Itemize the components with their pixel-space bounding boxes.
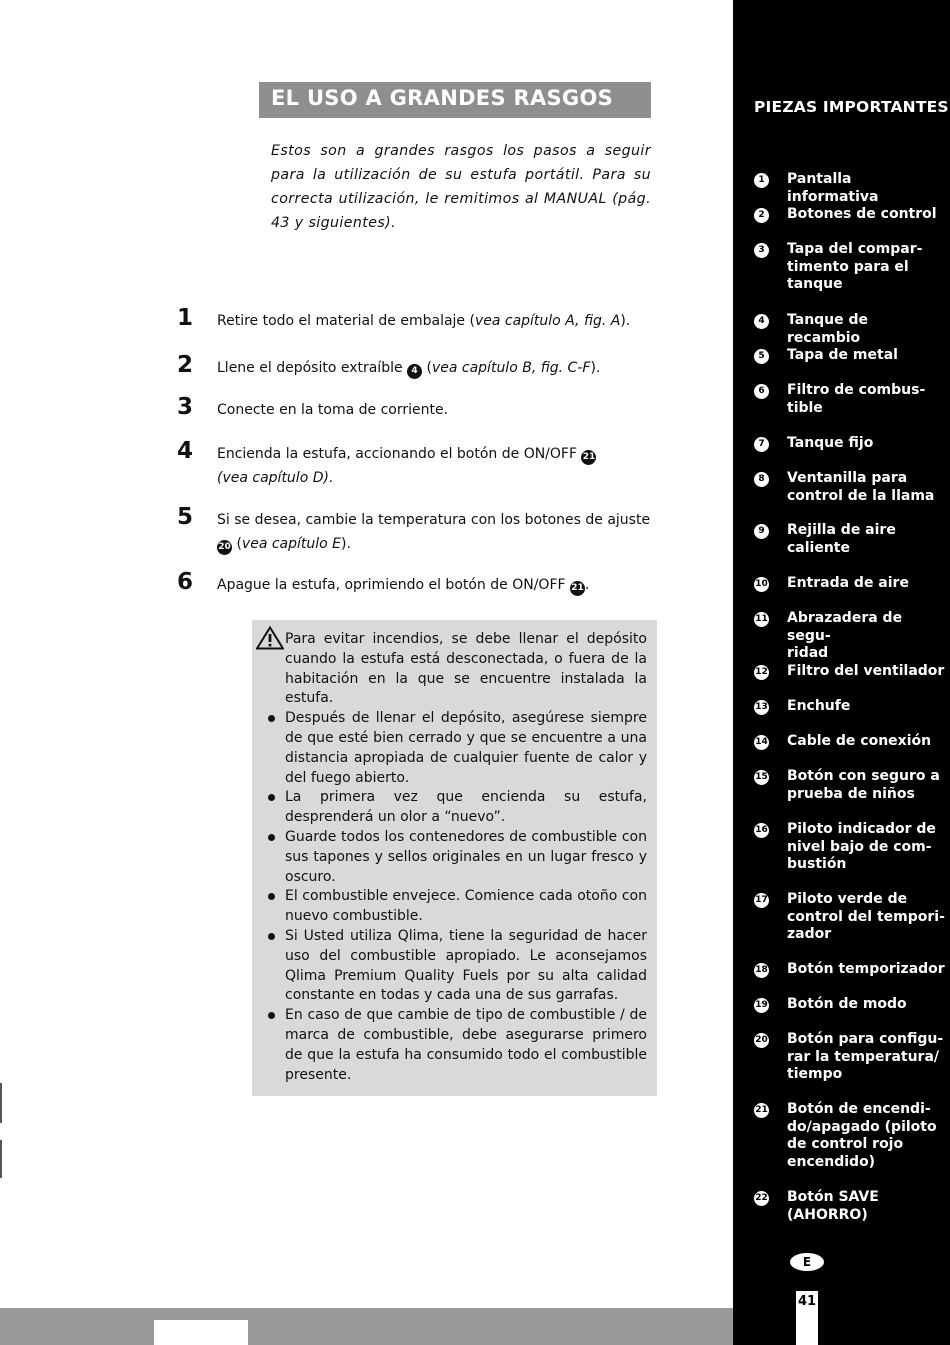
- footer-bar: [0, 1308, 733, 1345]
- part-label: Botón de modo: [787, 996, 907, 1012]
- warning-list: [285, 630, 647, 1085]
- part-number-badge: 1: [754, 173, 769, 188]
- part-number-badge: 12: [754, 665, 769, 680]
- part-number-badge: 10: [754, 577, 769, 592]
- step-number: 4: [177, 438, 194, 464]
- step-text: Si se desea, cambie la temperatura con los botones de ajuste 20 (vea capítulo E).: [217, 508, 657, 556]
- edge-mark: [0, 1083, 2, 1123]
- warning-item: Si Usted utiliza Qlima, tiene la seguridad de hacer uso del combustible apropiado. Le aconsejamos Qlima Premium Quality Fuels por su alta calidad constante en todas y cada una de sus garrafas.: [285, 927, 647, 1006]
- language-badge: E: [790, 1253, 824, 1271]
- part-number-badge: 11: [754, 612, 769, 627]
- part-number-badge: 21: [754, 1103, 769, 1118]
- warning-item: Para evitar incendios, se debe llenar el depósito cuando la estufa está desconectada, o fuera de la habitación en la que se encuentre instalada la estufa.: [285, 631, 647, 707]
- part-number-badge: 17: [754, 893, 769, 908]
- part-label: Botón de encendi- do/apagado (piloto de control rojo encendido): [787, 1101, 937, 1170]
- edge-mark: [0, 1140, 2, 1178]
- part-ref-badge: 21: [570, 581, 585, 596]
- part-label: Botón SAVE (AHORRO): [787, 1189, 879, 1223]
- part-number-badge: 19: [754, 998, 769, 1013]
- part-label: Botón para configu- rar la temperatura/ tiempo: [787, 1031, 944, 1083]
- step-text: Encienda la estufa, accionando el botón de ON/OFF 21 (vea capítulo D).: [217, 446, 596, 486]
- intro-paragraph: Estos son a grandes rasgos los pasos a seguir para la utilización de su estufa portátil. Para su correcta utilización, le remitimos al MANUAL (pág. 43 y siguientes).: [271, 143, 651, 231]
- step-number: 3: [177, 394, 194, 420]
- part-label: Piloto verde de control del tempori- zador: [787, 891, 945, 943]
- step-number: 2: [177, 352, 194, 378]
- warning-item: El combustible envejece. Comience cada otoño con nuevo combustible.: [285, 887, 647, 927]
- part-number-badge: 13: [754, 700, 769, 715]
- part-label: Piloto indicador de nivel bajo de com- bustión: [787, 821, 936, 873]
- part-ref-badge: 21: [581, 450, 596, 465]
- part-label: Cable de conexión: [787, 733, 932, 749]
- part-label: Ventanilla para control de la llama: [787, 470, 935, 504]
- part-label: Filtro de combus- tible: [787, 382, 926, 416]
- safety-warning-box: [252, 620, 657, 1096]
- page-number: 41: [796, 1291, 818, 1345]
- footer-tab: [154, 1320, 248, 1345]
- part-label: Tapa de metal: [787, 347, 898, 363]
- warning-item: En caso de que cambie de tipo de combustible / de marca de combustible, debe asegurarse primero de que la estufa ha consumido todo el combustible presente.: [285, 1006, 647, 1085]
- step-number: 5: [177, 504, 194, 530]
- step-number: 6: [177, 569, 194, 595]
- section-title-bar: [259, 82, 651, 118]
- part-label: Rejilla de aire caliente: [787, 522, 896, 556]
- part-label: Botón con seguro a prueba de niños: [787, 768, 940, 802]
- warning-item: La primera vez que encienda su estufa, desprenderá un olor a “nuevo”.: [285, 788, 647, 828]
- part-label: Botón temporizador: [787, 961, 945, 977]
- section-title: EL USO A GRANDES RASGOS: [271, 86, 614, 110]
- part-number-badge: 9: [754, 524, 769, 539]
- part-number-badge: 7: [754, 437, 769, 452]
- part-number-badge: 8: [754, 472, 769, 487]
- part-label: Filtro del ventilador: [787, 663, 945, 679]
- step-text: Retire todo el material de embalaje (vea capítulo A, fig. A).: [217, 313, 631, 329]
- part-number-badge: 6: [754, 384, 769, 399]
- sidebar-heading: PIEZAS IMPORTANTES: [754, 98, 949, 116]
- part-number-badge: 18: [754, 963, 769, 978]
- part-label: Tanque fijo: [787, 435, 874, 451]
- parts-sidebar: [733, 0, 950, 1345]
- part-number-badge: 4: [754, 314, 769, 329]
- part-ref-badge: 4: [407, 364, 422, 379]
- part-label: Tapa del compar- timento para el tanque: [787, 241, 923, 293]
- part-number-badge: 22: [754, 1191, 769, 1206]
- part-number-badge: 3: [754, 243, 769, 258]
- step-text: Apague la estufa, oprimiendo el botón de ON/OFF 21.: [217, 573, 657, 597]
- warning-item: Después de llenar el depósito, asegúrese siempre de que esté bien cerrado y que se encuentre a una distancia apropiada de cualquier fuente de calor y del fuego abierto.: [285, 709, 647, 788]
- step-number: 1: [177, 305, 194, 331]
- warning-item: Guarde todos los contenedores de combustible con sus tapones y sellos originales en un lugar fresco y oscuro.: [285, 828, 647, 887]
- part-ref-badge: 20: [217, 540, 232, 555]
- part-number-badge: 15: [754, 770, 769, 785]
- part-label: Pantalla informativa: [787, 171, 879, 205]
- part-number-badge: 2: [754, 208, 769, 223]
- warning-triangle-icon: [256, 626, 284, 650]
- part-number-badge: 14: [754, 735, 769, 750]
- part-label: Enchufe: [787, 698, 851, 714]
- part-number-badge: 20: [754, 1033, 769, 1048]
- part-label: Botones de control: [787, 206, 937, 222]
- part-number-badge: 5: [754, 349, 769, 364]
- part-label: Entrada de aire: [787, 575, 909, 591]
- part-label: Abrazadera de segu- ridad: [787, 610, 903, 662]
- part-label: Tanque de recambio: [787, 312, 869, 346]
- step-text: Llene el depósito extraíble 4 (vea capítulo B, fig. C-F).: [217, 356, 657, 380]
- step-text: Conecte en la toma de corriente.: [217, 402, 449, 418]
- part-number-badge: 16: [754, 823, 769, 838]
